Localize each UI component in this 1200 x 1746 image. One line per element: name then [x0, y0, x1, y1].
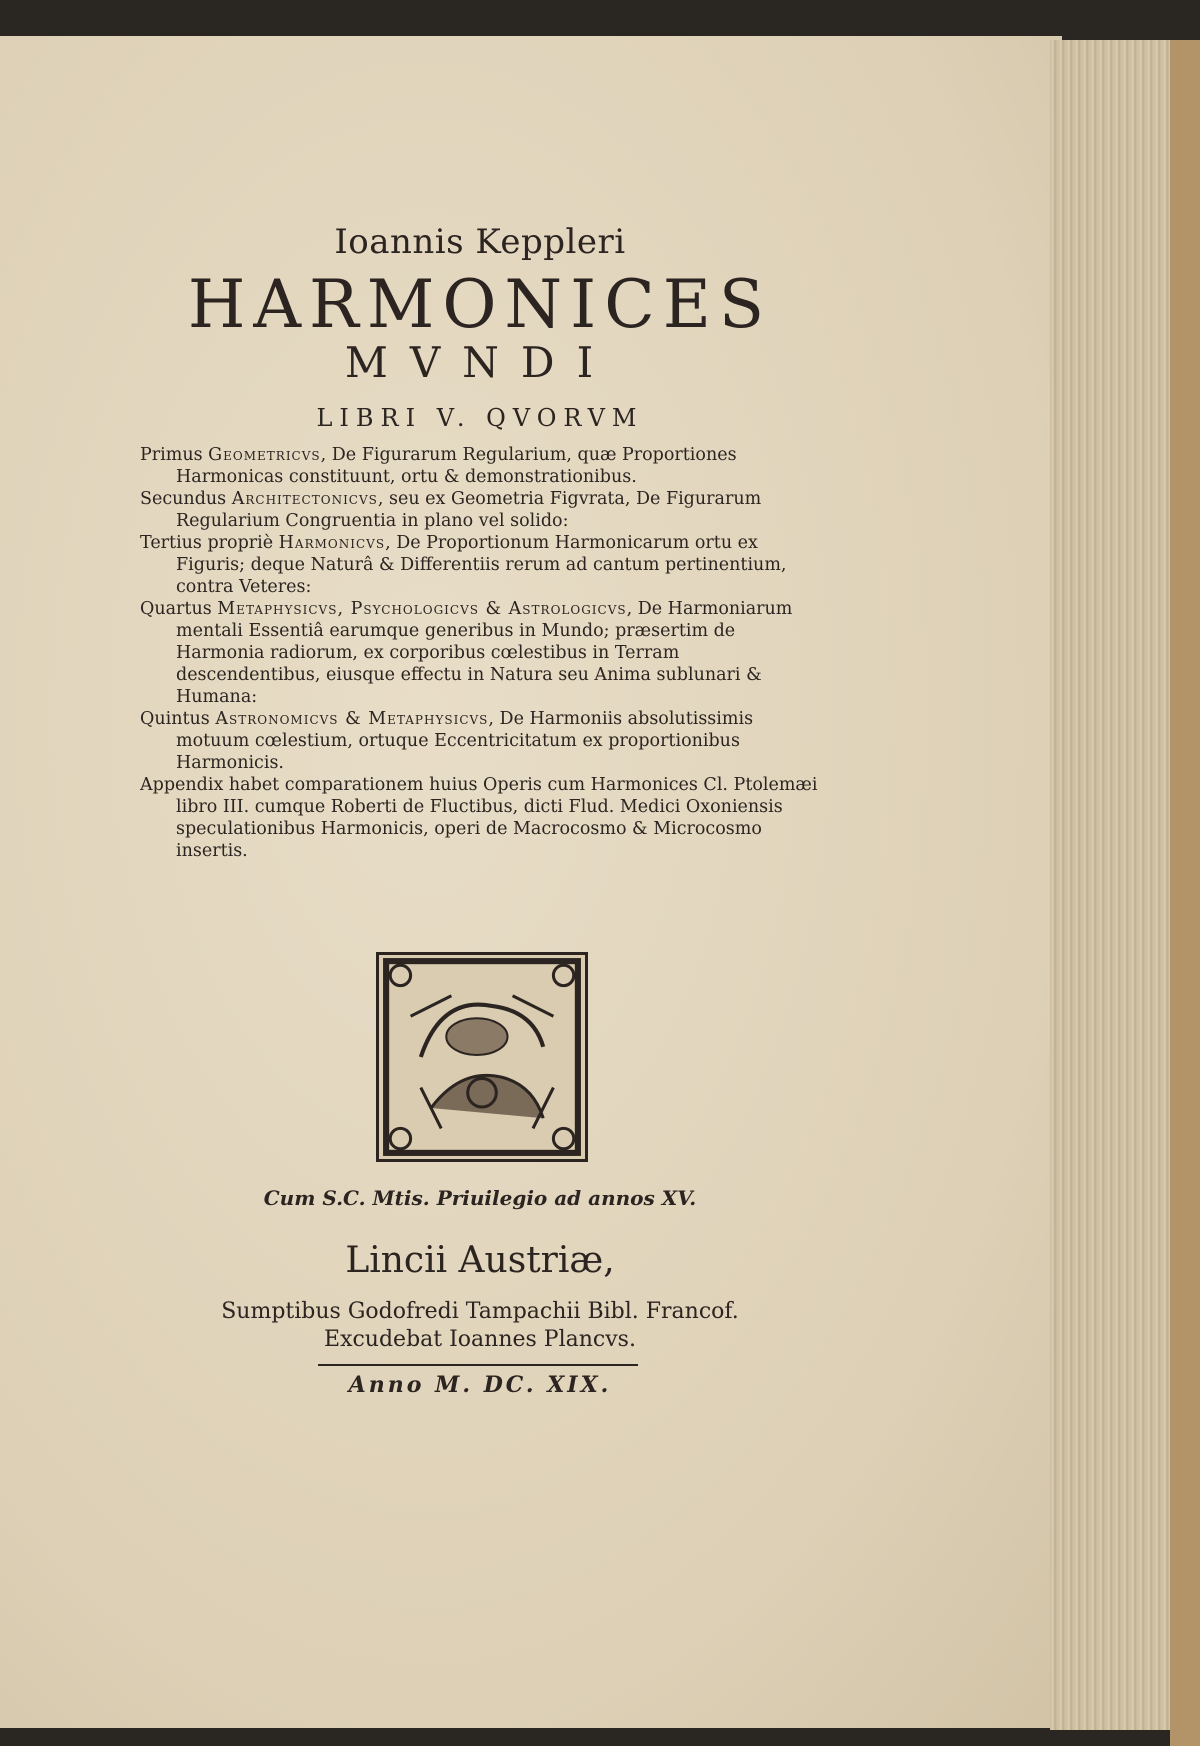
book-entry-2: Secundus Architectonicvs, seu ex Geometria Figvrata, De Figurarum Regularium Congruentia in plano vel solido: [140, 489, 762, 531]
book-entry-4: Quartus Metaphysicvs, Psychologicvs & Astrologicvs, De Harmoniarum mentali Essentiâ earumque generibus in Mundo; præsertim de Harmonia radiorum, ex corporibus cœlestibus in Terram descendentibus, eiusque effectu in Natura seu Anima sublunari & Humana: [140, 599, 793, 707]
publisher-lines [140, 1298, 820, 1354]
book-cover-board [1170, 40, 1200, 1746]
publisher-line-1: Sumptibus Godofredi Tampachii Bibl. Francof. [221, 1299, 739, 1324]
year-line: Anno M. DC. XIX. [348, 1372, 612, 1398]
author-line: Ioannis Keppleri [334, 222, 626, 262]
printers-device-woodcut [376, 952, 588, 1162]
title-page-text [140, 222, 820, 862]
book-entry-appendix: Appendix habet comparationem huius Operis cum Harmonices Cl. Ptolemæi libro III. cumque Roberti de Fluctibus, dicti Flud. Medici Oxoniensis speculationibus Harmonicis, operi de Macrocosmo & Microcosmo insertis. [140, 775, 818, 861]
page-edges [1050, 40, 1180, 1730]
publisher-line-2: Excudebat Ioannes Plancvs. [324, 1327, 636, 1352]
main-title: HARMONICES [187, 266, 773, 343]
book-entry-3: Tertius propriè Harmonicvs, De Proportionum Harmonicarum ortu ex Figuris; deque Naturâ & Differentiis rerum ad cantum pertinentium, contra Veteres: [140, 533, 787, 597]
libri-line: LIBRI V. QVORVM [316, 404, 644, 432]
book-entry-1: Primus Geometricvs, De Figurarum Regularium, quæ Proportiones Harmonicas constituunt, ortu & demonstrationibus. [140, 445, 737, 487]
book-entry-5: Quintus Astronomicvs & Metaphysicvs, De Harmoniis absolutissimis motuum cœlestium, ortuque Eccentricitatum ex proportionibus Harmonicis. [140, 709, 754, 773]
place-of-printing: Lincii Austriæ, [345, 1240, 615, 1281]
woodcut-illustration [379, 955, 585, 1159]
sub-title: MVNDI [344, 338, 616, 387]
divider-rule [318, 1364, 638, 1366]
privilege-line: Cum S.C. Mtis. Priuilegio ad annos XV. [263, 1186, 697, 1210]
book-list [140, 444, 820, 862]
